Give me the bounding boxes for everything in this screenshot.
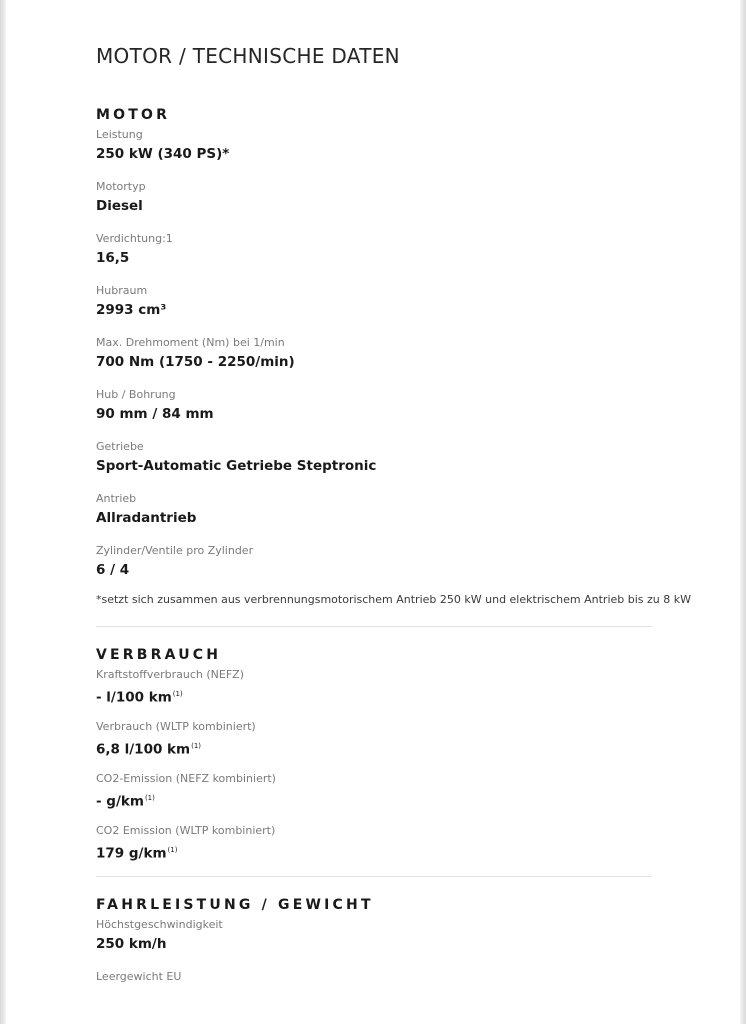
- spec-label: Hubraum: [96, 284, 148, 297]
- section-divider: [96, 626, 652, 627]
- section-motor: [96, 105, 652, 125]
- spec-value: Allradantrieb: [96, 510, 197, 526]
- section-fahrleistung: [96, 895, 652, 915]
- spec-value: 6,8 l/100 $km^{(1)}$: [96, 741, 202, 758]
- spec-label: Verbrauch (WLTP kombiniert): [96, 720, 256, 733]
- section-divider: [96, 876, 652, 877]
- spec-verdichtung: [96, 232, 173, 268]
- spec-label: Höchstgeschwindigkeit: [96, 918, 223, 931]
- spec-motortyp: [96, 180, 146, 216]
- spec-label: Leergewicht EU: [96, 970, 182, 983]
- footnote-leistung: *setzt sich zusammen aus verbrennungsmotorischem Antrieb 250 kW und elektrischem Antrieb bis zu 8 kW: [96, 593, 692, 606]
- footnote-ref: (1): [172, 690, 183, 698]
- spec-label: CO2 Emission (WLTP kombiniert): [96, 824, 276, 837]
- spec-label: Motortyp: [96, 180, 146, 193]
- spec-label: Max. Drehmoment (Nm) bei 1/min: [96, 336, 285, 349]
- spec-value: - l/100 $km^{(1)}$: [96, 689, 183, 706]
- section-verbrauch: [96, 645, 652, 665]
- spec-value: Sport-Automatic Getriebe Steptronic: [96, 458, 377, 474]
- section-heading-motor: MOTOR: [96, 107, 171, 123]
- spec-label: Getriebe: [96, 440, 144, 453]
- section-heading-verbrauch: VERBRAUCH: [96, 647, 222, 663]
- spec-value: 250 km/h: [96, 936, 167, 952]
- spec-leistung: [96, 128, 229, 164]
- spec-drehmoment: [96, 336, 295, 372]
- footnote-ref: (1): [167, 846, 178, 854]
- spec-label: Verdichtung:1: [96, 232, 173, 245]
- spec-co2-nefz: [96, 772, 276, 812]
- spec-label: Zylinder/Ventile pro Zylinder: [96, 544, 254, 557]
- spec-value: 16,5: [96, 250, 130, 266]
- section-heading-fahrleistung: FAHRLEISTUNG / GEWICHT: [96, 897, 374, 913]
- footnote-ref: (1): [191, 742, 202, 750]
- spec-value: - $g/km^{(1)}$: [96, 793, 155, 810]
- spec-kraftstoffverbrauch: [96, 668, 244, 708]
- spec-value: 179 $g/km^{(1)}$: [96, 845, 178, 862]
- spec-label: Hub / Bohrung: [96, 388, 176, 401]
- spec-label: Kraftstoffverbrauch (NEFZ): [96, 668, 244, 681]
- spec-label: Leistung: [96, 128, 143, 141]
- spec-getriebe: [96, 440, 376, 476]
- spec-value: 2993 cm³: [96, 302, 167, 318]
- page-edge-right: [740, 0, 746, 1024]
- spec-value: 250 kW (340 PS)*: [96, 146, 230, 162]
- spec-hub-bohrung: [96, 388, 214, 424]
- spec-hoechstgeschwindigkeit: [96, 918, 223, 954]
- spec-co2-wltp: [96, 824, 275, 864]
- page-edge-left: [0, 0, 6, 1024]
- spec-antrieb: [96, 492, 196, 528]
- spec-verbrauch-wltp: [96, 720, 256, 760]
- spec-label: Antrieb: [96, 492, 137, 505]
- spec-label: CO2-Emission (NEFZ kombiniert): [96, 772, 276, 785]
- spec-value: 90 mm / 84 mm: [96, 406, 214, 422]
- spec-value: 6 / 4: [96, 562, 130, 578]
- spec-zylinder: [96, 544, 253, 580]
- spec-value: Diesel: [96, 198, 143, 214]
- spec-value: 700 Nm (1750 - 2250/min): [96, 354, 295, 370]
- footnote-ref: (1): [144, 794, 155, 802]
- page-title: MOTOR / TECHNISCHE DATEN: [96, 44, 400, 68]
- spec-leergewicht: [96, 970, 181, 986]
- spec-hubraum: [96, 284, 166, 320]
